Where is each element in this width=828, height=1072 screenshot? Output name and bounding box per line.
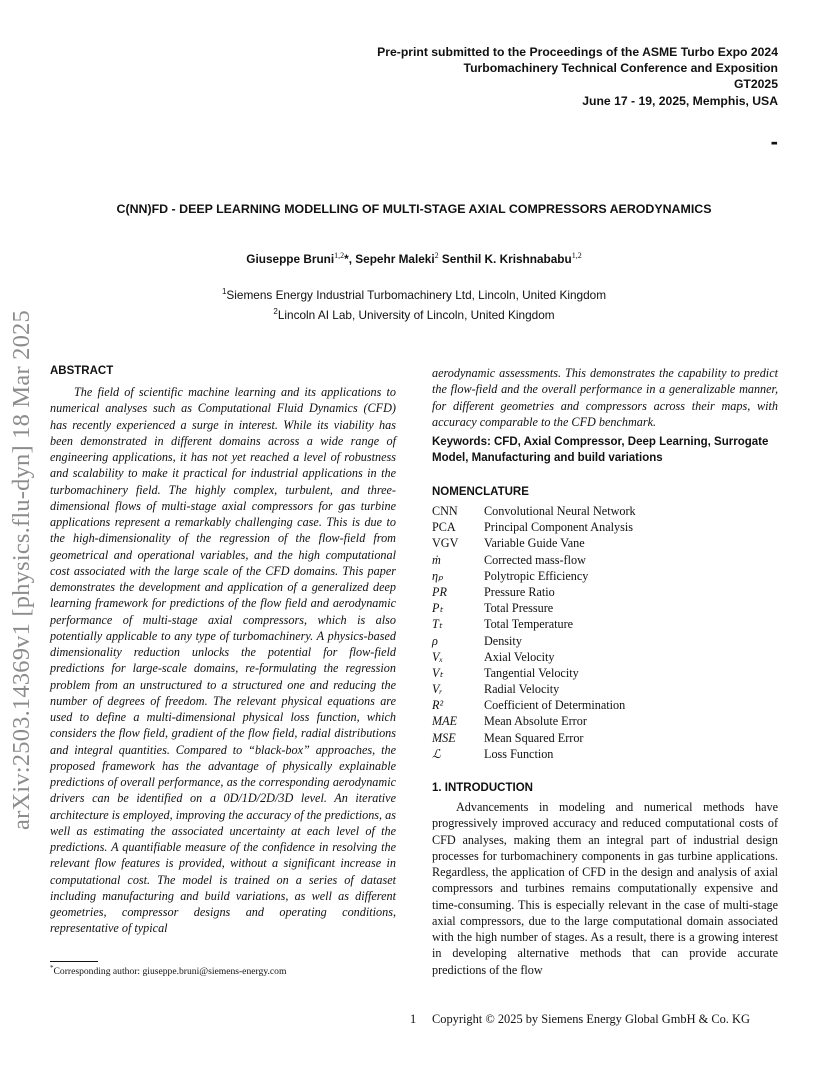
nomenclature-definition: Mean Absolute Error: [484, 714, 587, 729]
nomenclature-row: [432, 633, 778, 649]
nomenclature-row: [432, 697, 778, 713]
nomenclature-definition: Convolutional Neural Network: [484, 504, 636, 518]
abstract-continuation: aerodynamic assessments. This demonstrates the capability to predict the flow-field and the overall performance in a generalizable manner, for different geometries and compressors across their maps, with accuracy comparable to the CFD benchmark.: [432, 366, 778, 429]
footnote: [50, 964, 286, 977]
nomenclature-heading: NOMENCLATURE: [432, 486, 529, 498]
nomenclature-definition: Corrected mass-flow: [484, 552, 586, 567]
nomenclature-symbol: ṁ: [432, 552, 441, 567]
nomenclature-symbol: Tₜ: [432, 617, 443, 632]
nomenclature-definition: Tangential Velocity: [484, 665, 579, 680]
affiliation-sup: 1: [221, 287, 227, 296]
nomenclature-row: [432, 681, 778, 697]
author-affil-sup: 1,2: [571, 251, 582, 260]
nomenclature-symbol: Vᵣ: [432, 682, 443, 697]
nomenclature-row: [432, 519, 778, 535]
nomenclature-definition: Loss Function: [484, 746, 554, 761]
conference-header: [377, 44, 778, 109]
nomenclature-definition: Coefficient of Determination: [484, 698, 626, 713]
nomenclature-row: [432, 730, 778, 746]
copyright-notice: Copyright © 2025 by Siemens Energy Global GmbH & Co. KG: [432, 1012, 750, 1026]
abstract-heading: ABSTRACT: [50, 365, 114, 377]
nomenclature-row: [432, 649, 778, 665]
nomenclature-row: [432, 616, 778, 632]
arxiv-stamp: arXiv:2503.14369v1 [physics.flu-dyn] 18 Mar 2025: [8, 310, 35, 830]
nomenclature-definition: Radial Velocity: [484, 682, 560, 697]
nomenclature-list: [432, 503, 778, 762]
nomenclature-row: [432, 665, 778, 681]
nomenclature-symbol: VGV: [432, 536, 459, 551]
nomenclature-symbol: ℒ: [432, 746, 441, 761]
nomenclature-definition: Total Temperature: [484, 617, 574, 632]
nomenclature-symbol: PR: [432, 584, 447, 599]
nomenclature-definition: Total Pressure: [484, 601, 554, 616]
header-line: GT2025: [733, 77, 778, 92]
header-line: Turbomachinery Technical Conference and Exposition: [463, 61, 778, 76]
nomenclature-definition: Principal Component Analysis: [484, 520, 633, 535]
author-mark: *,: [344, 251, 356, 266]
nomenclature-definition: Axial Velocity: [484, 649, 555, 664]
footnote-text: Corresponding author: giuseppe.bruni@siemens-energy.com: [53, 966, 287, 978]
nomenclature-row: [432, 535, 778, 551]
keywords-label: Keywords:: [432, 436, 491, 448]
page-number: 1: [410, 1012, 417, 1026]
affiliation-text: Siemens Energy Industrial Turbomachinery Ltd, Lincoln, United Kingdom: [226, 287, 607, 302]
nomenclature-symbol: Vₓ: [432, 649, 443, 664]
nomenclature-row: [432, 552, 778, 568]
nomenclature-symbol: ρ: [432, 633, 438, 648]
nomenclature-definition: Pressure Ratio: [484, 584, 555, 599]
introduction-heading: 1. INTRODUCTION: [432, 782, 533, 794]
footnote-rule: [50, 961, 98, 962]
nomenclature-symbol: PCA: [432, 520, 456, 535]
paper-title: C(NN)FD - DEEP LEARNING MODELLING OF MULTI-STAGE AXIAL COMPRESSORS AERODYNAMICS: [116, 202, 712, 216]
nomenclature-symbol: Vₜ: [432, 665, 444, 680]
nomenclature-definition: Density: [484, 633, 522, 648]
affiliation-line: [0, 284, 828, 304]
affiliations: [0, 284, 828, 323]
abstract-text: The field of scientific machine learning and its applications to numerical analyses such as Computational Fluid Dynamics (CFD) has recently experienced a surge in interest. While its viability has been demonstrated in different domains across a wide range of engineering applications, it has not yet reached a level of robustness and scalability to make it practical for industrial applications in the turbomachinery field. The highly complex, turbulent, and three-dimensional flows of multi-stage axial compressors for gas turbine applications represent a remarkably challenging case. This is due to the high-dimensionality of the regression of the flow-field from geometrical and operational variables, and the high computational cost associated with the large scale of the CFD domains. This paper demonstrates the development and application of a generalized deep learning framework for predictions of the flow field and aerodynamic performance of multi-stage axial compressors, which is also potentially applicable to any type of turbomachinery. A physics-based dimensionality reduction unlocks the potential for flow-field predictions for large-scale domains, re-formulating the regression problem from an unstructured to a structured one and reducing the number of degrees of freedom. The relevant physical equations are used to define a multi-dimensional physical loss function, which considers the flow field, gradient of the flow field, radial distributions and integral quantities. Compared to “black-box” approaches, the proposed framework has the advantage of physically explainable predictions of overall performance, as the corresponding aerodynamic drivers can be identified on a 0D/1D/2D/3D level. An iterative architecture is employed, improving the accuracy of the predictions, as well as estimating the associated uncertainty at each level of the predictions. A quantifiable measure of the confidence in resolving the relevant flow features is provided, without a significant increase in computational cost. The model is trained on a series of dataset including manufacturing and build variations, as well as different geometries, compressor designs and operating conditions, representative of typical: [50, 385, 396, 936]
nomenclature-definition: Mean Squared Error: [484, 730, 584, 745]
nomenclature-symbol: MAE: [432, 714, 458, 729]
nomenclature-symbol: CNN: [432, 504, 458, 518]
nomenclature-symbol: ηₚ: [432, 568, 444, 583]
nomenclature-row: [432, 503, 778, 519]
keywords-text: CFD, Axial Compressor, Deep Learning, Surrogate Model, Manufacturing and build variations: [432, 436, 769, 464]
nomenclature-row: [432, 713, 778, 729]
nomenclature-symbol: R²: [432, 698, 444, 713]
header-dash: -: [770, 129, 778, 154]
nomenclature-row: [432, 584, 778, 600]
affiliation-line: [0, 304, 828, 324]
affiliation-sup: 2: [273, 306, 278, 316]
author-name: Sepehr Maleki: [355, 251, 435, 266]
footnote-mark: *: [50, 964, 54, 972]
header-line: Pre-print submitted to the Proceedings of the ASME Turbo Expo 2024: [377, 45, 778, 59]
nomenclature-row: [432, 600, 778, 616]
nomenclature-definition: Variable Guide Vane: [484, 536, 585, 551]
author-affil-sup: 2: [434, 251, 439, 260]
nomenclature-row: [432, 568, 778, 584]
introduction-text: Advancements in modeling and numerical methods have progressively improved accuracy and reduced computational costs of CFD analyses, making them an integral part of industrial design processes for turbomachinery components in gas turbine applications. Regardless, the application of CFD in the design and analysis of axial compressors and turbines remains computationally expensive and time-consuming. This is especially relevant in the case of multi-stage axial compressors, due to the large computational domain associated with the high number of stages. As a result, there is a growing interest in developing alternative methods that can provide accurate predictions of the flow: [432, 800, 778, 977]
nomenclature-symbol: MSE: [432, 730, 456, 745]
nomenclature-definition: Polytropic Efficiency: [484, 568, 589, 583]
header-line: June 17 - 19, 2025, Memphis, USA: [582, 93, 778, 108]
author-list: [0, 251, 828, 266]
keywords: [432, 434, 778, 466]
nomenclature-row: [432, 746, 778, 762]
nomenclature-symbol: Pₜ: [432, 601, 444, 616]
author-affil-sup: 1,2: [334, 251, 345, 260]
affiliation-text: Lincoln AI Lab, University of Lincoln, United Kingdom: [277, 307, 555, 322]
author-name: Giuseppe Bruni: [246, 251, 335, 266]
author-name: Senthil K. Krishnababu: [441, 251, 572, 266]
